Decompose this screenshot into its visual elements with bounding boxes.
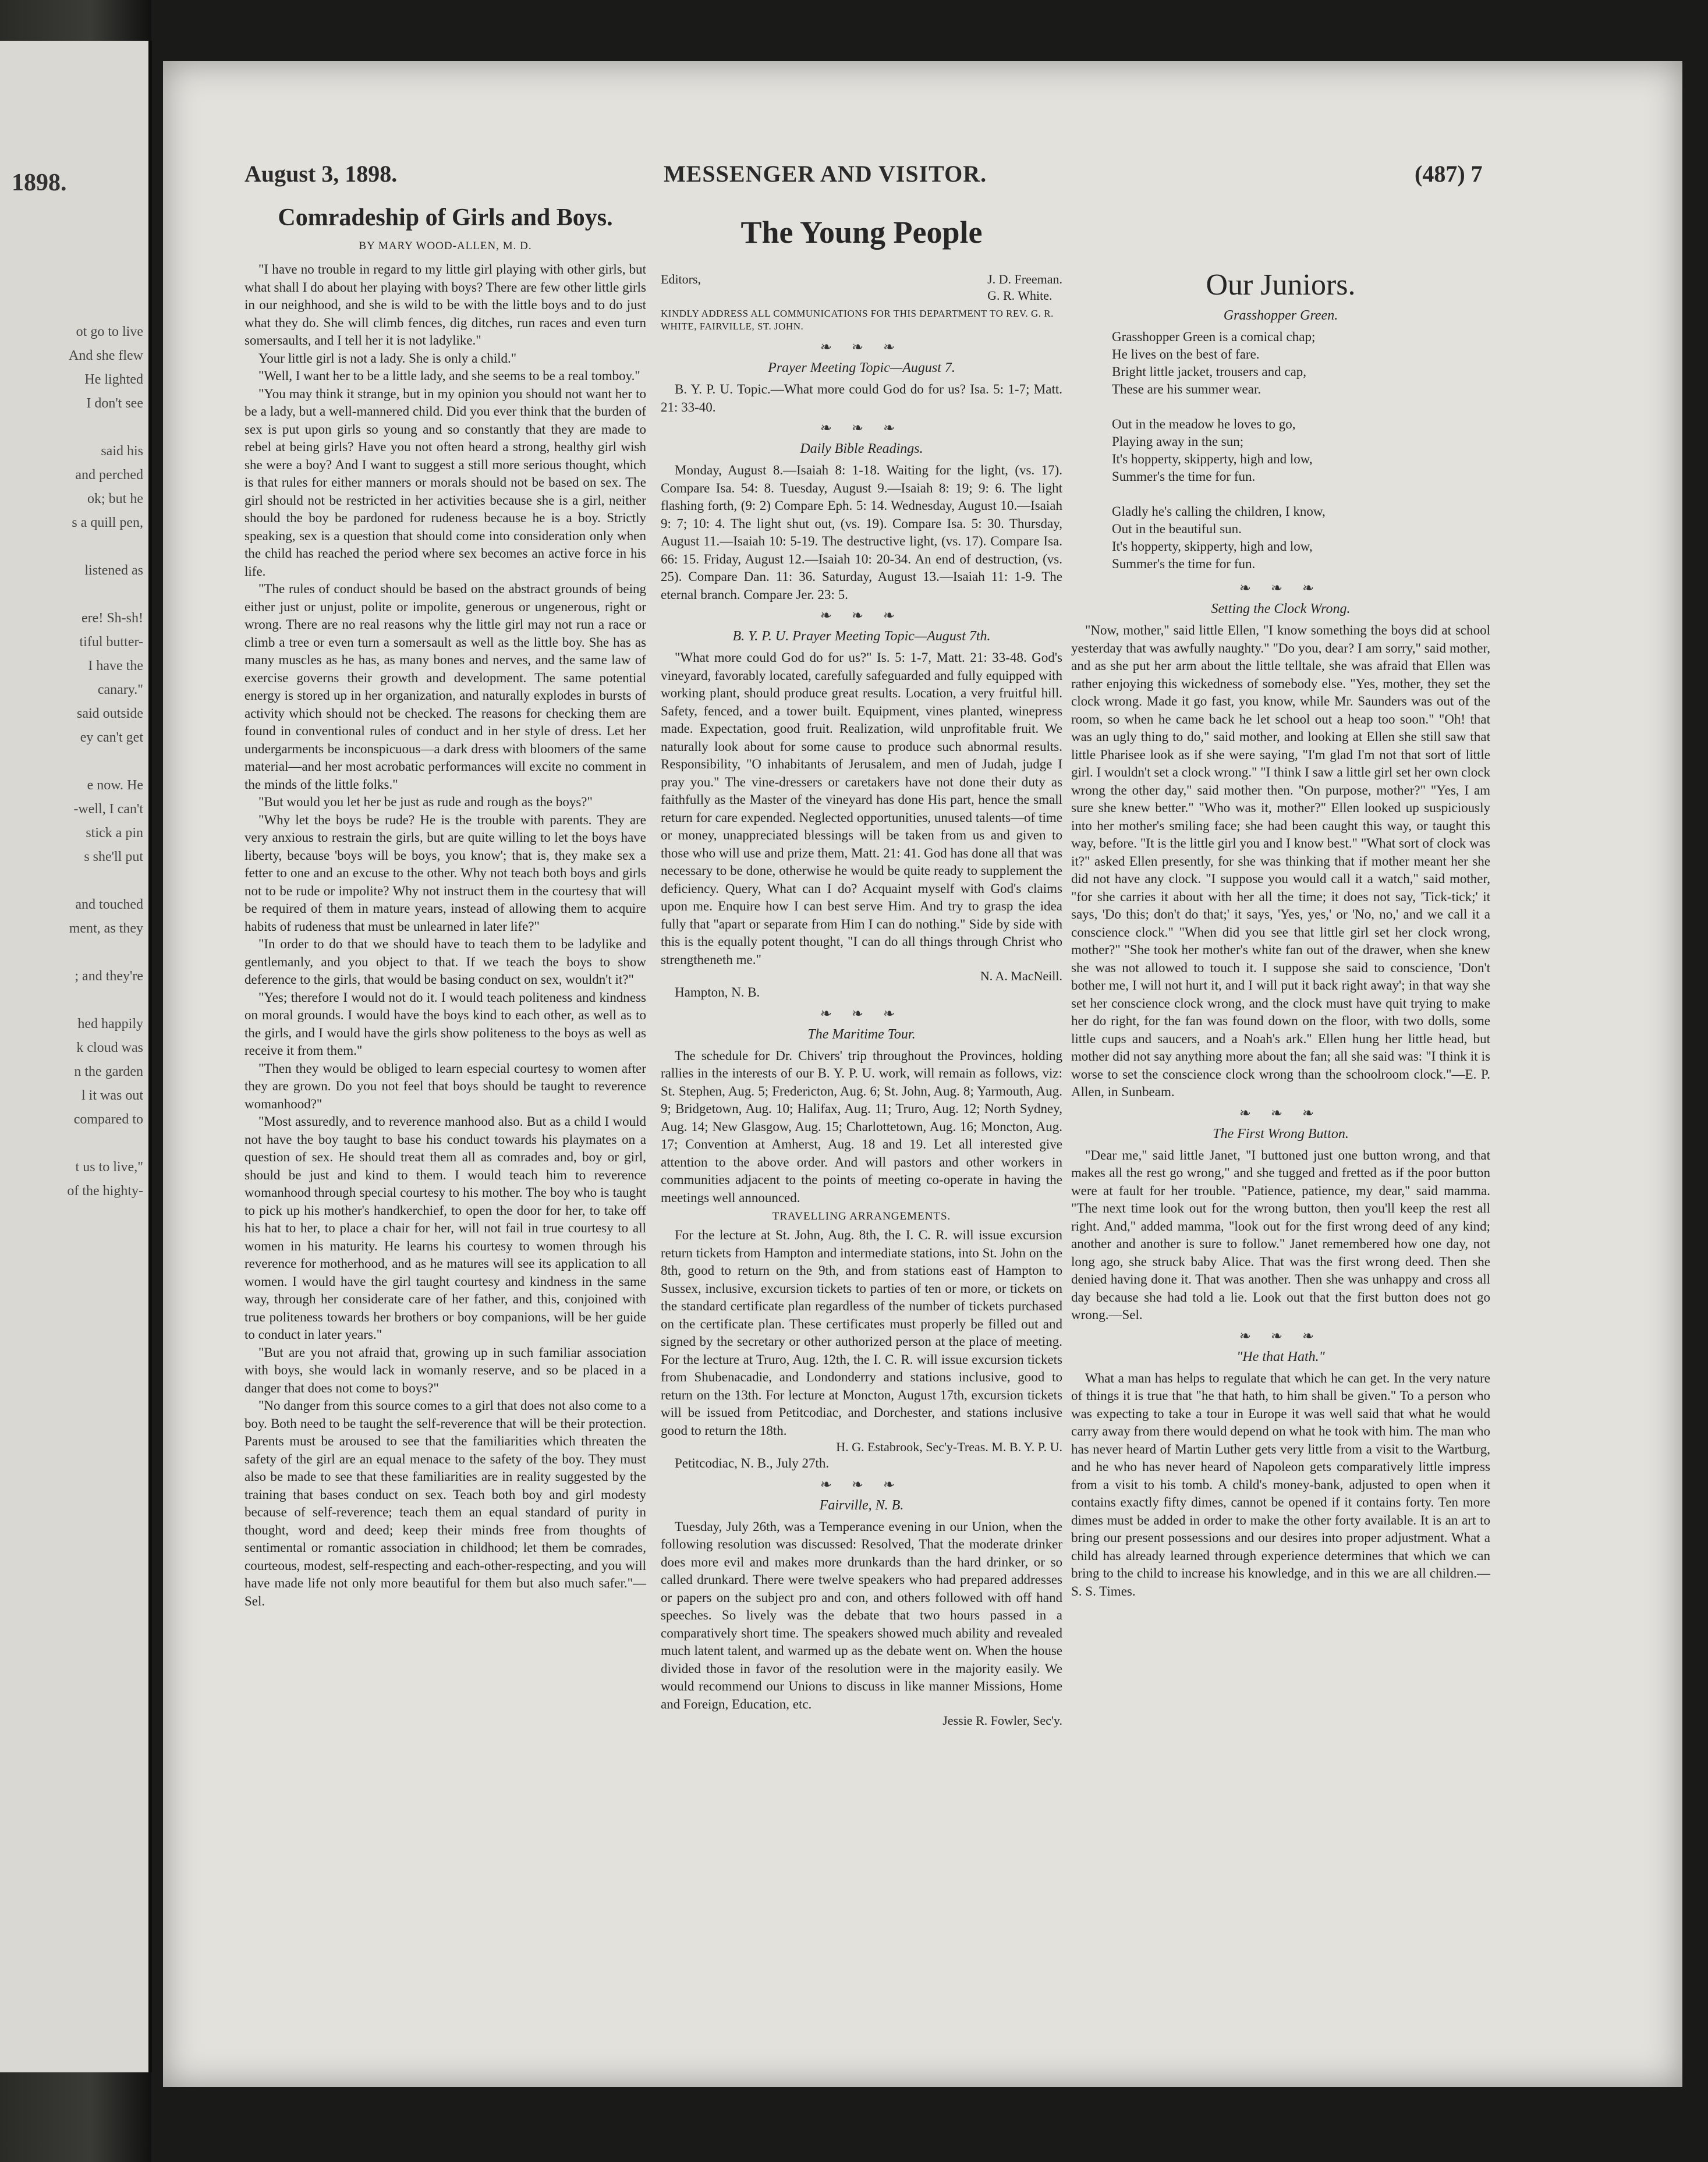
editors-block xyxy=(661,271,1062,304)
address-notice: KINDLY ADDRESS ALL COMMUNICATIONS FOR THIS DEPARTMENT TO REV. G. R. WHITE, FAIRVILLE, ST. JOHN. xyxy=(661,308,1054,332)
paragraph: "You may think it strange, but in my opinion you should not want her to be a lady, but a well-mannered child. Did you ever think that the burden of sex is put upon girls so young and so constantly that they are made to rebel at being girls? Have you not often heard a strong, healthy girl wish she were a boy? And I want to suggest a still more serious thought, which is that rules for either manners or morals should not be based on sex. The girl should not be restricted in her activities because she is a girl, neither should the boy be pardoned for rudeness because he is a boy. Strictly speaking, sex is a question that should come into consideration only when the child has reached the period where sex becomes an active force in his life. xyxy=(244,386,646,579)
travelling-arrangements-title: TRAVELLING ARRANGEMENTS. xyxy=(772,1210,951,1222)
issue-date: August 3, 1898. xyxy=(244,161,398,187)
button-story-text: "Dear me," said little Janet, "I buttoned just one button wrong, and that makes all the rest go wrong," and she tugged and fretted as if the poor button were at fault for her trouble. "Patience, patience, my dear," said mamma. "The next time look out for the wrong button, then you'll keep the rest all right. And," added mamma, "look out for the first wrong deed of any kind; another and another is sure to follow." Janet remembered how one day, not long ago, she struck baby Alice. That was the first wrong deed. Then she denied having done it. That was another. Then she was unhappy and cross all day because she had told a lie. Look out that the first button does not go wrong.—Sel. xyxy=(1071,1147,1490,1322)
paragraph: "Why let the boys be rude? He is the trouble with parents. They are very anxious to restrain the girls, but are quite willing to let the boys have liberty, because 'boys will be boys, you know'; that is, they make sex a fetter to one and an excuse to the other. Why not teach both boys and girls not to be rude or impolite? Why not instruct them in the courtesy that will be required of them in mature years, instead of allowing them to acquire habits of rudeness that must be unlearned in later life?" xyxy=(244,812,646,934)
maritime-tour-text: The schedule for Dr. Chivers' trip throughout the Provinces, holding rallies in the interests of our B. Y. P. U. work, will remain as follows, viz: St. Stephen, Aug. 5; Fredericton, Aug. 6; St. John, Aug. 8; Yarmouth, Aug. 9; Bridgetown, Aug. 10; Halifax, Aug. 11; Truro, Aug. 12; North Sydney, Aug. 14; New Glasgow, Aug. 15; Charlottetown, Aug. 16; Moncton, Aug. 17; Convention at Amherst, Aug. 18 and 19. Let all interested give attention to the above order. And will pastors and other workers in communities adjacent to the points of meeting co-operate in having the meetings well announced. xyxy=(661,1048,1062,1205)
bypu-place: Hampton, N. B. xyxy=(675,985,760,1000)
left-page-year: 1898. xyxy=(12,169,67,196)
left-page-fragment xyxy=(0,41,152,2072)
ornament: ❧ ❧ ❧ xyxy=(820,608,903,623)
paragraph: "But would you let her be just as rude and rough as the boys?" xyxy=(258,795,593,809)
newspaper-page xyxy=(163,61,1682,2087)
paragraph: "I have no trouble in regard to my little girl playing with other girls, but what shall I do about her playing with boys? There are few other little girls in our neighhood, and she is wild to be with the little boys and to do just what they do. She will climb fences, dig ditches, run races and even turn somersaults, and I tell her it is not ladylike." xyxy=(244,262,646,348)
editors-names xyxy=(987,271,1062,304)
article-title-comradeship: Comradeship of Girls and Boys. xyxy=(278,204,613,231)
clock-story-title: Setting the Clock Wrong. xyxy=(1211,601,1351,616)
paragraph: "No danger from this source comes to a girl that does not also come to a boy. Both need to be taught the self-reverence that will be their protection. Parents must be aroused to see that the familiarities which threaten the safety of the girl are an equal menace to the safety of the boy. They must also be made to see that these familiarities are in reality suggested by the training that bases conduct on sex. Teach both boy and girl modesty because of self-reverence; teach them an equal standard of purity in thought, word and deed; keep their minds free from thoughts of sentimental or romantic association in childhood; let them be comrades, courteous, modest, self-respecting and each-other-respecting, and you will have made life not only more beautiful for them but also much safer."—Sel. xyxy=(244,1398,646,1608)
ornament: ❧ ❧ ❧ xyxy=(1239,581,1323,596)
fairville-title: Fairville, N. B. xyxy=(819,1497,904,1513)
travelling-arrangements-text: For the lecture at St. John, Aug. 8th, the I. C. R. will issue excursion return tickets from Hampton and intermediate stations, into St. John on the 8th, good to return on the 9th, and from stations east of Hampton to Sussex, inclusive, excursion tickets to parties of ten or more, or tickets on the standard certificate plan regardless of the number of tickets purchased on the certificate plan. These certificates must properly be filled out and signed by the secretary or other authorized person at the place of meeting. For the lecture at Truro, Aug. 12th, the I. C. R. will issue excursion tickets from Shubenacadie, and Londonderry and stations inclusive, good to return on the 13th. For lecture at Moncton, August 17th, excursion tickets will be issued from Petitcodiac, and Dorchester, and stations inclusive good to return the 18th. xyxy=(661,1228,1062,1438)
bypu-signature: N. A. MacNeill. xyxy=(980,969,1062,983)
ornament: ❧ ❧ ❧ xyxy=(1239,1105,1323,1121)
poem-grasshopper-green: Grasshopper Green is a comical chap; He lives on the best of fare. Bright little jacket, trousers and cap, These are his summer wear. Out in the meadow he loves to go, Playing away in the sun; It's hopperty, skipperty, high and low, Summer's the time for fun. Gladly he's calling the children, I know, Out in the beautiful sun. It's hopperty, skipperty, high and low, Summer's the time for fun. xyxy=(1112,329,1326,571)
fairville-signature: Jessie R. Fowler, Sec'y. xyxy=(942,1713,1062,1728)
travel-signature: H. G. Estabrook, Sec'y-Treas. M. B. Y. P. U. xyxy=(836,1440,1062,1454)
he-that-hath-title: "He that Hath." xyxy=(1236,1349,1325,1364)
paragraph: "Yes; therefore I would not do it. I would teach politeness and kindness on moral grounds. I would have the boys kind to each other, as well as to the girls, and I would have the girls show politeness to the boys as well as receive it from them." xyxy=(244,990,646,1058)
paragraph: "The rules of conduct should be based on the abstract grounds of being either just or unjust, polite or impolite, generous or ungenerous, right or wrong. There are no real reasons why the little girl may not run a race or climb a tree or even turn a somersault as well as the little boy. She has as many muscles as he has, as many bones and nerves, and the same law of exercise governs their growth and development. The same potential energy is stored up in her organization, and naturally explodes in bursts of activity which should not be checked. The reasons for checking them are found in conventional rules of conduct and in her style of dress. Let her undergarments be inconspicuous—a dark dress with bloomers of the same material—and her most acrobatic performances will excite no comment in the minds of the little folks." xyxy=(244,582,646,792)
he-that-hath-text: What a man has helps to regulate that which he can get. In the very nature of things it is true that "he that hath, to him shall be given." To a person who was expecting to take a tour in Europe it was well said that what he would carry away from there would depend on what he took with him. The man who has never heard of Martin Luther gets very little from a visit to the Wartburg, and he who has never heard of Napoleon gets comparatively little impress from a visit to his tomb. A child's money-bank, adjusted to open when it contains exactly fifty dimes, cannot be opened if it contains forty. Ten more dimes must be added in order to make the other forty available. It is an art to bring our present possessions and our desires into proper adjustment. What a child has already learned through experience determines that which we can bring to the child to increase his knowledge, and in this we are all children.—S. S. Times. xyxy=(1071,1370,1490,1599)
page-header xyxy=(163,160,1490,201)
section-title-our-juniors: Our Juniors. xyxy=(1206,268,1356,302)
bible-readings-text: Monday, August 8.—Isaiah 8: 1-18. Waiting for the light, (vs. 17). Compare Isa. 54: 8. Tuesday, August 9.—Isaiah 8: 19; 9: 6. The light flashing forth, (9: 2) Compare Eph. 5: 14. Wednesday, August 10.—Isaiah 9: 7; 10: 4. The light shut out, (vs. 19). Compare Isa. 5: 30. Thursday, August 11.—Isaiah 10: 5-19. The destructive light, (vs. 17). Compare Isa. 66: 15. Friday, August 12.—Isaiah 10: 20-34. An end of destruction, (vs. 25). Compare Dan. 11: 36. Saturday, August 13.—Isaiah 11: 1-9. The eternal branch. Compare Jer. 23: 5. xyxy=(661,463,1062,602)
column-our-juniors xyxy=(1071,204,1490,1600)
bible-readings-title: Daily Bible Readings. xyxy=(800,441,923,456)
fairville-text: Tuesday, July 26th, was a Temperance evening in our Union, when the following resolution was discussed: Resolved, That the moderate drinker does more evil and makes more drunkards than the hard drinker, or so called drunkard. There were twelve speakers who had prepared addresses or papers on the subject pro and con, and others followed with off hand speeches. So lively was the debate that two hours passed in a comparatively short time. The speakers showed much ability and revealed much latent talent, and warmed up as the debate went on. When the house divided those in favor of the resolution were in the majority easily. We would recommend our Unions to discuss in like manner Missions, Home and Foreign, Education, etc. xyxy=(661,1519,1062,1711)
left-page-text-fragments: ot go to live And she flew He lighted I don't see said his and perched ok; but he s a quill pen, listened as ere! Sh-sh! tiful butter- I have the canary." said outside ey can't get e now. He -well, I can't stick a pin s she'll put and touched ment, as they ; and they're hed happily k cloud was n the garden l it was out compared to t us to live," of the highty- xyxy=(67,324,143,1199)
paragraph: "But are you not afraid that, growing up in such familiar association with boys, she would lack in womanly reserve, and so be placed in a danger that does not come to boys?" xyxy=(244,1345,646,1395)
travel-place: Petitcodiac, N. B., July 27th. xyxy=(675,1456,830,1470)
page-number: (487) 7 xyxy=(1415,161,1483,187)
ornament: ❧ ❧ ❧ xyxy=(1239,1328,1323,1344)
clock-story-text: "Now, mother," said little Ellen, "I know something the boys did at school yesterday that was awfully naughty." "Do you, dear? I am sorry," said mother, and as she put her arm about the little telltale, she was afraid that Ellen was rather enjoying this wickedness of somebody else. "Yes, mother, they set the clock wrong. Made it go fast, you know, while Mr. Saunders was out of the room, so when he came back he let school out a heap too soon." "Oh! that was an ugly thing to do," said mother, and looking at Ellen she still saw that little Pharisee look as if she were saying, "I'm glad I'm not that sort of little girl. I wouldn't set a clock wrong." "I think I saw a little girl set her own clock wrong the other day," said mother then. "On purpose, mother?" "Yes, I am sure she knew better." "Who was it, mother?" Ellen looked up suspiciously into her mother's smiling face; she had been caught this way, or taught this way, before. "It is the little girl you and I know best." "What sort of clock was it?" asked Ellen presently, for she was thinking that if mother meant her she did not have any clock. "I suppose you would call it a watch," said mother, "for she carries it about with her all the time; it does not say, 'Tick-tick;' it says, 'Do this; don't do that;' it says, 'Yes, yes,' or 'No, no,' and we call it a conscience clock." "When did you see that little girl set her clock wrong, mother?" "She took her mother's white fan out of the drawer, when she knew she was not allowed to touch it. I suppose she said to conscience, 'Don't bother me, I will not hurt it, and I will put it back right away'; in that way she set her conscience clock wrong, and the clock must have quit trying to make her do right, for the fan was found down on the floor, with two dolls, some little cups and saucers, and a Noah's ark." Ellen hung her little head, but mother did not say anything more about the fan; all she said was: "I think it is worse to set the conscience clock wrong than the schoolroom clock."—E. P. Allen, in Sunbeam. xyxy=(1071,623,1490,1099)
ornament: ❧ ❧ ❧ xyxy=(820,421,903,436)
bypu-topic-text: "What more could God do for us?" Is. 5: 1-7, Matt. 21: 33-48. God's vineyard, favorably located, carefully safeguarded and fully equipped with working plant, should produce great results. Location, a very fruitful hill. Safety, fenced, and a tower built. Equipment, vines planted, winepress made. Expectation, good fruit. Realization, wild unprofitable fruit. We naturally look about for some cause to produce such abnormal results. Responsibility, "O inhabitants of Jerusalem, and men of Judah, judge I pray you." The vine-dressers or caretakers have not done their duty as faithfully as the Master of the vineyard has done His part, hence the small return for care expended. Neglected opportunities, unused talents—of time or money, unappreciated blessings will be taken from us and given to those who will use and prize them, Matt. 21: 41. God has done all that was necessary to be done, otherwise he would be quite ready to supplement the deficiency. Query, What can I do? Acquaint myself with God's claims upon me. Enquire how I can best serve Him. And try to grasp the idea fully that "apart or separate from Him I can do nothing." Side by side with this is the equally potent thought, "I can do all things through Christ who strengtheneth me." xyxy=(661,650,1062,967)
ornament: ❧ ❧ ❧ xyxy=(820,1477,903,1493)
editor-name: G. R. White. xyxy=(987,288,1053,303)
article-byline: BY MARY WOOD-ALLEN, M. D. xyxy=(359,240,532,252)
column-comradeship xyxy=(244,204,646,1610)
paragraph: "Well, I want her to be a little lady, and she seems to be a real tomboy." xyxy=(258,368,640,383)
ornament: ❧ ❧ ❧ xyxy=(820,1006,903,1022)
editor-name: J. D. Freeman. xyxy=(987,272,1062,286)
prayer-topic-title: Prayer Meeting Topic—August 7. xyxy=(768,360,955,375)
masthead: MESSENGER AND VISITOR. xyxy=(664,161,987,187)
editors-label: Editors, xyxy=(661,272,701,286)
maritime-tour-title: The Maritime Tour. xyxy=(807,1026,916,1042)
column-young-people xyxy=(661,204,1062,1728)
ornament: ❧ ❧ ❧ xyxy=(820,340,903,355)
paragraph: "Then they would be obliged to learn especial courtesy to women after they are grown. Do you not feel that boys should be taught to reverence womanhood?" xyxy=(244,1061,646,1111)
paragraph: "In order to do that we should have to teach them to be ladylike and gentlemanly, and you object to that. If we teach the boys to show deference to the girls, that would be basing conduct on sex, wouldn't it?" xyxy=(244,937,646,987)
poem-title: Grasshopper Green. xyxy=(1223,308,1338,323)
paragraph: "Most assuredly, and to reverence manhood also. But as a child I would not have the boy taught to base his conduct towards his playmates on a question of sex. He should treat them all as comrades and, boy or girl, should be just and kind to them. I would teach him to reverence womanhood through special courtesy to his mother. The boy who is taught to pick up his mother's handkerchief, to open the door for her, to take off his hat to her, to place a chair for her, will not fail in true courtesy to all women in his maturity. He learns his courtesy to women through his reverence for motherhood, and as he matures will see its application to all women. I would have the girl taught courtesy and kindness in the same way, through her considerate care of her father, and this, conjoined with true politeness towards her brothers or boy companions, will be her guide to conduct in later years." xyxy=(244,1114,646,1342)
bypu-topic-title: B. Y. P. U. Prayer Meeting Topic—August 7th. xyxy=(732,629,991,644)
prayer-topic-text: B. Y. P. U. Topic.—What more could God do for us? Isa. 5: 1-7; Matt. 21: 33-40. xyxy=(661,382,1062,414)
button-story-title: The First Wrong Button. xyxy=(1213,1126,1349,1142)
paragraph: Your little girl is not a lady. She is only a child." xyxy=(258,350,517,366)
section-title-young-people: The Young People xyxy=(740,215,983,250)
